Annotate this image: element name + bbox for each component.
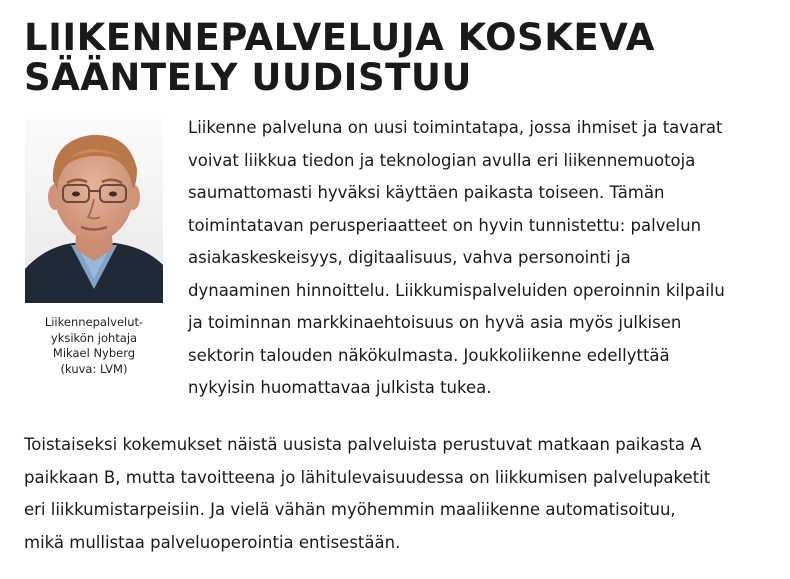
intro-line: sektorin talouden näkökulmasta. Joukkoliikenne edellyttää [188, 345, 670, 365]
body-line: paikkaan B, mutta tavoitteena jo lähitulevaisuudessa on liikkumisen palvelupaketit [24, 467, 711, 487]
caption-line: yksikön johtaja [50, 330, 138, 345]
body-line: mikä mullistaa palveluoperointia entisestään. [24, 532, 401, 552]
caption-line: (kuva: LVM) [60, 361, 128, 376]
article-headline [24, 18, 744, 98]
photo-caption [30, 315, 158, 377]
intro-line: ja toiminnan markkinaehtoisuus on hyvä asia myös julkisen [188, 313, 682, 332]
caption-line: Mikael Nyberg [52, 346, 136, 360]
intro-line: toimintatavan perusperiaatteet on hyvin tunnistettu: palvelun [188, 215, 702, 235]
body-line: eri liikkumistarpeisiin. Ja vielä vähän myöhemmin maaliikenne automatisoituu, [24, 500, 676, 519]
intro-line: nykyisin huomattavaa julkista tukea. [188, 378, 492, 397]
portrait-photo [25, 119, 163, 303]
headline-line-2: SÄÄNTELY UUDISTUU [24, 56, 472, 99]
intro-line: saumattomasti hyväksi käyttäen paikasta toiseen. Tämän [188, 183, 665, 202]
intro-line: Liikenne palveluna on uusi toimintatapa, jossa ihmiset ja tavarat [188, 118, 723, 137]
headline-line-1: LIIKENNEPALVELUJA KOSKEVA [24, 16, 655, 59]
intro-line: asiakaskeskeisyys, digitaalisuus, vahva personointi ja [188, 248, 631, 267]
caption-line: Liikennepalvelut- [44, 315, 144, 329]
body-line: Toistaiseksi kokemukset näistä uusista palveluista perustuvat matkaan paikasta A [24, 435, 702, 454]
intro-line: voivat liikkua tiedon ja teknologian avulla eri liikennemuotoja [188, 150, 696, 170]
body-paragraph [24, 429, 784, 559]
intro-line: dynaaminen hinnoittelu. Liikkumispalveluiden operoinnin kilpailu [188, 280, 725, 300]
intro-paragraph [188, 112, 788, 405]
